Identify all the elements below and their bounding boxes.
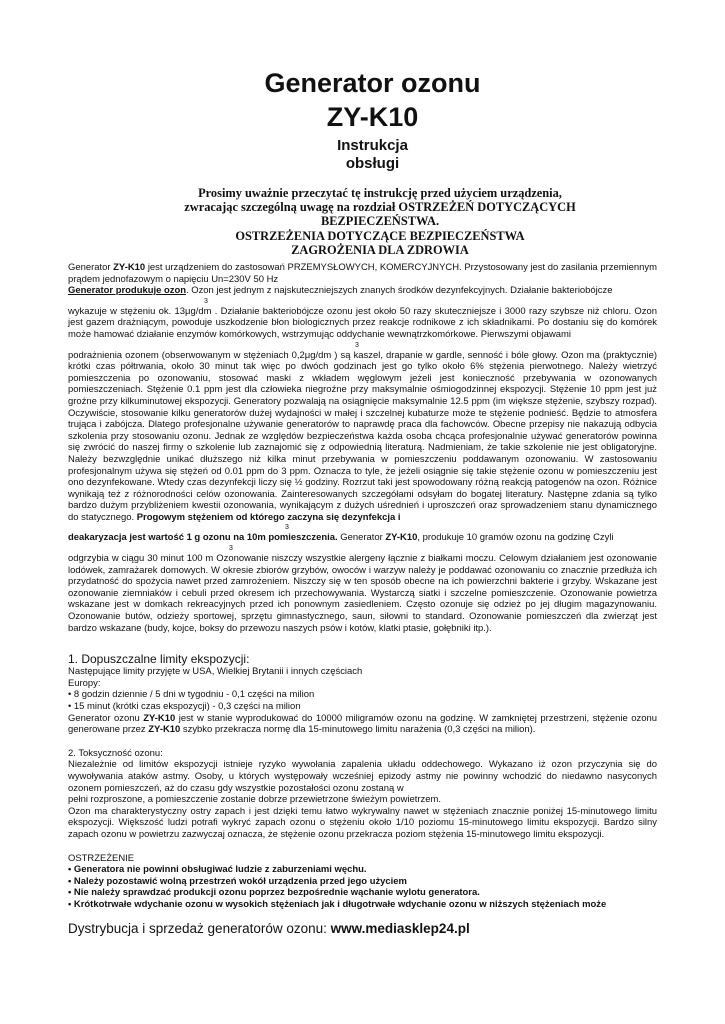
paragraph-capacity: Generator ozonu ZY-K10 jest w stanie wyprodukować do 10000 miligramów ozonu na godzinę. W zamkniętej przestrzeni, stężenie ozonu generowane przez ZY-K10 szybko przekracza normę dla 15-minutowego limitu narażenia (0,3 części na milion).: [68, 712, 657, 736]
model-name: ZY-K10: [143, 712, 176, 724]
paragraph-2: wykazuje w stężeniu ok. 13μg/dm . Działanie bakteriobójcze ozonu jest około 50 razy skuteczniejsze i 3000 razy szybsze niż chloru. Ozon jest gazem drażniącym, powoduje uszkodzenie błon biologicznych przez reakcje rodnikowe z ich składnikami. Po dostaniu się do komórek może hamować działanie enzymów komórkowych, wstrzymując oddychanie wewnątrzkomórkowe. Pierwszymi objawami: [68, 305, 657, 340]
superscript: 3: [285, 524, 289, 532]
warning-title: OSTRZEŻENIE: [68, 852, 135, 864]
warning-item: • Nie należy sprawdzać produkcji ozonu poprzez bezpośrednie wąchanie wylotu generatora.: [68, 887, 480, 899]
paragraph-1: Generator ZY-K10 jest urządzeniem do zastosowań PRZEMYSŁOWYCH, KOMERCYJNYCH. Przystosowany jest do zasilania przemiennym prądem jednofazowym o napięciu Un=230V 50 Hz Generator produkuje ozon. Ozon jest jednym z najskuteczniejszych znanych środków dezynfekcyjnych. Działanie bakteriobójcze: [68, 262, 657, 297]
section-title: 1. Dopuszczalne limity ekspozycji:: [68, 652, 250, 667]
model-name: ZY-K10: [148, 724, 181, 736]
intro-line: zwracając szczególną uwagę na rozdział OSTRZEŻEŃ DOTYCZĄCYCH: [184, 200, 576, 215]
text-line: Następujące limity przyjęte w USA, Wielkiej Brytanii i innych częściach: [68, 666, 363, 678]
document-body: [68, 262, 657, 911]
superscript: 3: [204, 297, 208, 305]
underlined-phrase: Generator produkuje ozon: [68, 285, 186, 297]
warning-item: • Generatora nie powinni obsługiwać ludzie z zaburzeniami węchu.: [68, 864, 367, 876]
paragraph-4: deakaryzacja jest wartość 1 g ozonu na 10m pomieszczenia. Generator ZY-K10, produkuje 10 gramów ozonu na godzinę Czyli: [68, 532, 614, 544]
model-name: ZY-K10: [113, 262, 146, 273]
superscript: 3: [355, 341, 359, 349]
warning-item: • Należy pozostawić wolną przestrzeń wokół urządzenia przed jego użyciem: [68, 875, 407, 887]
list-item: • 8 godzin dziennie / 5 dni w tygodniu - 0,1 części na milion: [68, 689, 315, 701]
paragraph-3: podrażnienia ozonem (obserwowanym w stężeniach 0,2μg/dm ) są kaszel, drapanie w gardle, senność i bóle głowy. Ozon ma (praktycznie) krótki czas półtrwania, około 30 minut tak więc po dwóch godzinach jest go tylko około 6% stężenia pierwotnego. Należy wietrzyć pomieszczenia po ozonowaniu, stosować maski z wkładem węglowym jeżeli jest konieczność przebywania w ozonowanych pomieszczeniach. Stężenie 0.1 ppm jest dla człowieka niegroźne przy maksymalnie ośmiogodzinnej ekspozycji. Stężenie 10 ppm jest już groźne przy kilkuminutowej ekspozycji. Generatory pozwalają na osiągnięcie maksymalnie 12.5 ppm (im większe stężenie, szybszy rozpad). Oczywiście, stosowanie kilku generatorów dużej wydajności w małej i szczelnej kubaturze może te stężenie podnieść. Będzie to atmosfera trująca i zabójcza. Dlatego profesjonalne używanie generatorów to naprawdę praca dla fachowców. Obecne przepisy nie nakazują odbycia szkolenia przy stosowaniu ozonu. Jednak ze względów bezpieczeństwa każda osoba chcąca profesjonalnie używać generatorów powinna się zwrócić do naszej firmy o szkolenie lub zaznajomić się z odpowiednią literaturą. Nadmieniam, że takie szkolenie nie jest obligatoryjne. Należy bezwzględnie unikać dłuższego niż kilka minut przebywania w pomieszczeniu poddawanym ozonowaniu. W zastosowaniu profesjonalnym używa się stężeń od 0.01 ppm do 3 ppm. Oznacza to tyle, że jeżeli osiągnie się takie stężenie ozonu w pomieszczeniu jest ono dezynfekowane. Wtedy czas dezynfekcji liczy się ½ godziny. Rozrzut taki jest spowodowany różną reakcją patogenów na ozon. Różnice wynikają też z różnorodności celów ozonowania. Zainteresowanych szczegółami odsyłam do bogatej literatury. Następne zdania są tylko bardzo dużym przybliżeniem kwestii ozonowania, wynikającym z dużych uśrednień i uproszczeń oraz sprowadzeniem stanu dynamicznego do statycznego. Progowym stężeniem od którego zaczyna się dezynfekcja i: [68, 349, 657, 523]
list-item: • 15 minut (krótki czas ekspozycji) - 0,3 części na milion: [68, 701, 301, 712]
intro-line: OSTRZEŻENIA DOTYCZĄCE BEZPIECZEŃSTWA: [235, 228, 525, 243]
footer-label: Dystrybucja i sprzedaż generatorów ozonu:: [68, 921, 331, 936]
doc-model: ZY-K10: [326, 102, 419, 132]
paragraph-5: odgrzybia w ciągu 30 minut 100 m Ozonowanie niszczy wszystkie alergeny łącznie z białkami moczu. Celowym działaniem jest ozonowanie lodówek, zamrażarek domowych. W okresie zbiorów grzybów, owoców i warzyw należy je poddawać ozonowaniu co znacznie przedłuża ich przydatność do spożycia nawet przed zamrożeniem. Niszczy się w ten sposób obecne na ich powierzchni bakterie i grzyby. Wskazane jest ozonowanie ziemniaków i cebuli przed okresem ich przechowywania. Wystarczą siatki i szczelne pomieszczenie. Ozonowanie powietrza wskazane jest w domkach rekreacyjnych przed ich ponownym zasiedleniem. Często ozonuje się odzież po jej długim magazynowaniu. Ozonowanie butów, odzieży sportowej, sprzętu gimnastycznego, saun, siłowni to standard. Ozonowanie pomieszczeń dla zwierząt jest bardzo wskazane (budy, kojce, boksy do przewozu naszych psów i kotów, klatki ptasie, gołębniki itp.).: [68, 553, 657, 634]
superscript: 3: [229, 545, 233, 553]
intro-line: ZAGROŻENIA DLA ZDROWIA: [291, 242, 469, 257]
model-name: ZY-K10: [385, 532, 418, 544]
text-line: Europy:: [68, 677, 101, 689]
text-line: pełni rozproszone, a pomieszczenie zostanie dobrze przewietrzone świeżym powietrzem.: [68, 794, 441, 806]
doc-title: Generator ozonu: [264, 68, 481, 98]
footer-url-link[interactable]: www.mediasklep24.pl: [330, 921, 470, 936]
warning-item: • Krótkotrwałe wdychanie ozonu w wysokich stężeniach jak i długotrwałe wdychanie ozonu w niższych stężeniach może: [68, 898, 607, 910]
intro-line: BEZPIECZEŃSTWA.: [320, 214, 440, 229]
intro-line: Prosimy uważnie przeczytać tę instrukcję przed użyciem urządzenia,: [198, 186, 562, 200]
paragraph-toxicity: Niezależnie od limitów ekspozycji istnieje ryzyko wywołania zapalenia układu oddechowego. Wykazano iż ozon przyczynia się do wywoływania ataków astmy. Osoby, u których występowały wcześniej epizody astmy nie powinny wchodzić do niedawno nasyconych ozonem pomieszczeń, aż do czasu gdy wszystkie pozostałości ozonu zostaną w: [68, 759, 657, 794]
intro-notice: [120, 186, 640, 257]
doc-subtitle-1: Instrukcja: [337, 137, 408, 154]
footer: [68, 921, 470, 936]
section-title: 2. Toksyczność ozonu:: [68, 747, 163, 759]
doc-subtitle-2: obsługi: [345, 155, 400, 172]
paragraph-smell: Ozon ma charakterystyczny ostry zapach i jest dzięki temu łatwo wykrywalny nawet w stężeniach znacznie poniżej 15-minutowego limitu ekspozycji. Większość ludzi potrafi wykryć zapach ozonu o stężeniu około 1/10 poziomu 15-minutowego limitu ekspozycji. Bardzo silny zapach ozonu w powietrzu zazwyczaj oznacza, że stężenie ozonu przekracza poziom stężenia 15-minutowego limitu ekspozycji.: [68, 805, 657, 840]
